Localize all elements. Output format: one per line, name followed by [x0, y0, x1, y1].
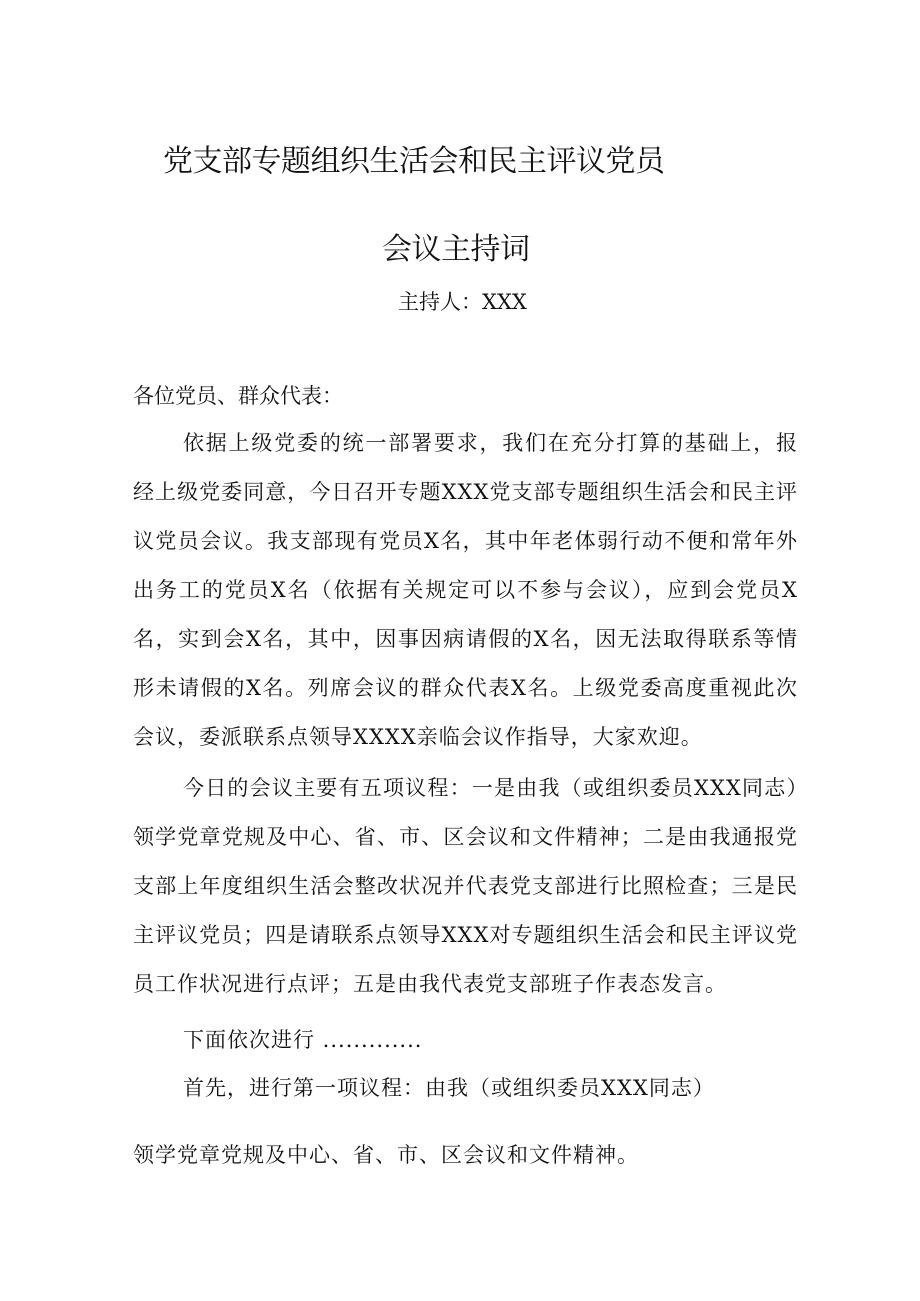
first-agenda-continuation: 领学党章党规及中心、省、市、区会议和文件精神。 — [133, 1143, 639, 1167]
document-title-line-1: 党支部专题组织生活会和民主评议党员 — [163, 144, 665, 179]
proceed-line: 下面依次进行 ............. — [183, 1028, 423, 1052]
salutation: 各位党员、群众代表： — [133, 384, 343, 408]
first-agenda-line: 首先，进行第一项议程：由我（或组织委员XXX同志） — [183, 1076, 715, 1100]
paragraph-attendance: 依据上级党委的统一部署要求，我们在充分打算的基础上，报经上级党委同意，今日召开专题XXX党支部专题组织生活会和民主评议党员会议。我支部现有党员X名，其中年老体弱行动不便和常年外出务工的党员X名（依据有关规定可以不参与会议），应到会党员X名，实到会X名，其中，因事因病请假的X名，因无法取得联系等情形未请假的X名。列席会议的群众代表X名。上级党委高度重视此次会议，委派联系点领导XXXX亲临会议作指导，大家欢迎。 — [133, 431, 798, 749]
paragraph-agenda: 今日的会议主要有五项议程：一是由我（或组织委员XXX同志）领学党章党规及中心、省、市、区会议和文件精神；二是由我通报党支部上年度组织生活会整改状况并代表党支部进行比照检查；三是民主评议党员；四是请联系点领导XXX对专题组织生活会和民主评议党员工作状况进行点评；五是由我代表党支部班子作表态发言。 — [133, 776, 798, 996]
host-name: 主持人：XXX — [398, 290, 527, 314]
document-title-line-2: 会议主持词 — [382, 232, 530, 267]
